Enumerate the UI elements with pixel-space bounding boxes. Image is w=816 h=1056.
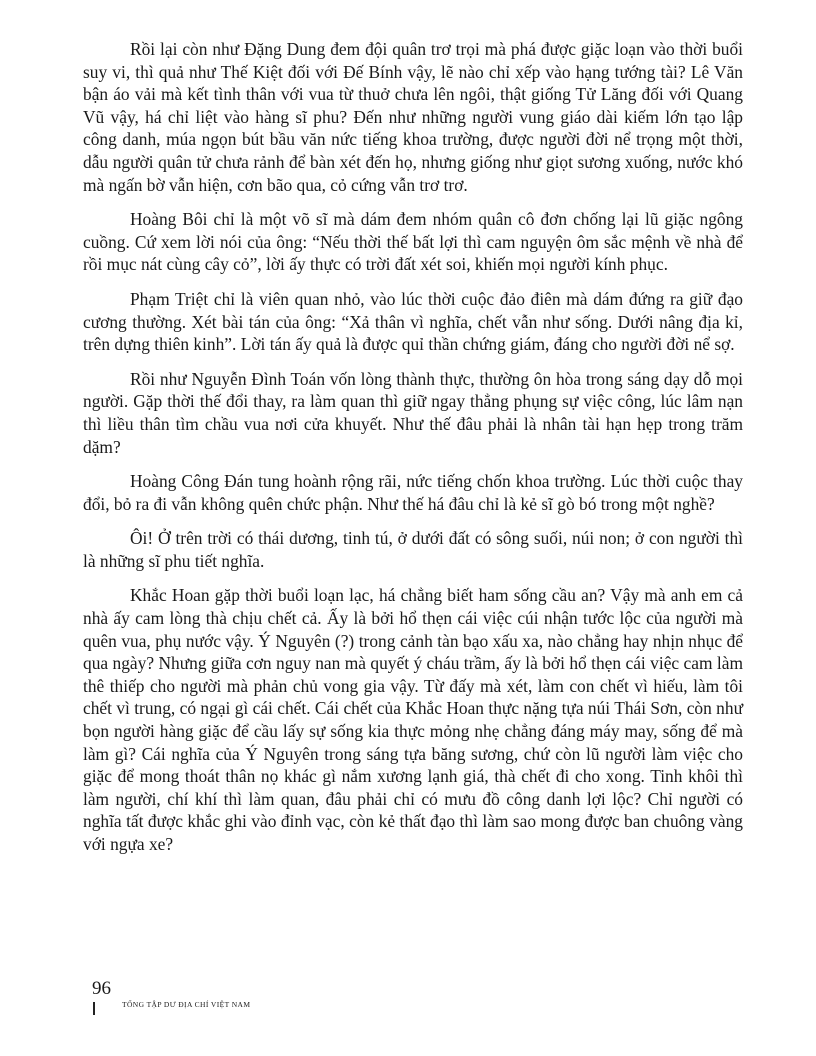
running-footer: TỔNG TẬP DƯ ĐỊA CHÍ VIỆT NAM: [122, 1000, 251, 1009]
paragraph: Ôi! Ở trên trời có thái dương, tinh tú, ở dưới đất có sông suối, núi non; ở con người thì là những sĩ phu tiết nghĩa.: [83, 528, 743, 571]
page-body: [83, 38, 743, 868]
paragraph: Rồi lại còn như Đặng Dung đem đội quân trơ trọi mà phá được giặc loạn vào thời buổi suy vi, thì quả như Thế Kiệt đối với Đế Bính vậy, lẽ nào chỉ xếp vào hạng tướng tài? Lê Văn bận áo vải mà kết tình thân với vua từ thuở chưa lên ngôi, thật giống Tử Lăng đối với Quang Vũ vậy, há chỉ liệt vào hàng sĩ phu? Đến như những người vung giáo dài kiếm lớn tạo lập công danh, múa ngọn bút bầu văn nức tiếng khoa trường, được người đời nể trọng một thời, dẫu người quân tử chưa rảnh để bàn xét đến họ, nhưng giống như giọt sương xuống, nước khó mà ngấn bờ vẫn hiện, cơn bão qua, cỏ cứng vẫn trơ trơ.: [83, 39, 743, 195]
paragraph: Hoàng Công Đán tung hoành rộng rãi, nức tiếng chốn khoa trường. Lúc thời cuộc thay đổi, bỏ ra đi vẫn không quên chức phận. Như thế há đâu chỉ là kẻ sĩ gò bó trong một nghề?: [83, 471, 743, 514]
paragraph: Khắc Hoan gặp thời buổi loạn lạc, há chẳng biết ham sống cầu an? Vậy mà anh em cả nhà ấy cam lòng thà chịu chết cả. Ấy là bởi hổ thẹn cái việc cúi nhận tước lộc của người mà quên vua, phụ nước vậy. Ý Nguyên (?) trong cảnh tàn bạo xấu xa, nào chẳng hay nhịn nhục để qua ngày? Nhưng giữa cơn nguy nan mà quyết ý cháu trầm, ấy là bởi hổ thẹn cái việc cam làm thê thiếp cho người mà phản chủ vong gia vậy. Từ đấy mà xét, làm con chết vì hiếu, làm tôi chết vì trung, có ngại gì cái chết. Cái chết của Khắc Hoan thực nặng tựa núi Thái Sơn, còn như bọn người hàng giặc để cầu lấy sự sống kia thực mỏng nhẹ chẳng đáng máy may, sống để mà làm gì? Cái nghĩa của Ý Nguyên trong sáng tựa băng sương, chứ còn lũ người làm việc cho giặc để mong thoát thân nọ khác gì nắm xương lạnh giá, thà chết đi cho xong. Tinh khôi thì làm người, chí khí thì làm quan, đâu phải chỉ có mưu đồ công danh lợi lộc? Chỉ người có nghĩa tất được khắc ghi vào đỉnh vạc, còn kẻ thất đạo thì làm sao mong được ban chuông vàng với ngựa xe?: [83, 585, 743, 854]
paragraph: Hoàng Bôi chỉ là một võ sĩ mà dám đem nhóm quân cô đơn chống lại lũ giặc ngông cuồng. Cứ xem lời nói của ông: “Nếu thời thế bất lợi thì cam nguyện ôm sắc mệnh về nhà để rồi mục nát cùng cây cỏ”, lời ấy thực có trời đất xét soi, khiến mọi người kính phục.: [83, 209, 743, 275]
page-footer: [84, 978, 404, 1018]
page-number: 96: [92, 978, 111, 999]
paragraph: Rồi như Nguyễn Đình Toán vốn lòng thành thực, thường ôn hòa trong sáng dạy dỗ mọi người. Gặp thời thế đổi thay, ra làm quan thì giữ ngay thẳng phụng sự việc công, lúc lâm nạn thì liều thân tìm chầu vua nơi cửa khuyết. Như thế đâu phải là nhân tài hạn hẹp trong trăm dặm?: [83, 368, 743, 457]
footer-rule: [93, 1002, 95, 1015]
paragraph: Phạm Triệt chỉ là viên quan nhỏ, vào lúc thời cuộc đảo điên mà dám đứng ra giữ đạo cương thường. Xét bài tán của ông: “Xả thân vì nghĩa, chết vẫn như sống. Dưới nâng địa kỉ, trên dựng thiên kinh”. Lời tán ấy quả là được quỉ thần chứng giám, đáng cho người đời nể sợ.: [83, 288, 743, 355]
